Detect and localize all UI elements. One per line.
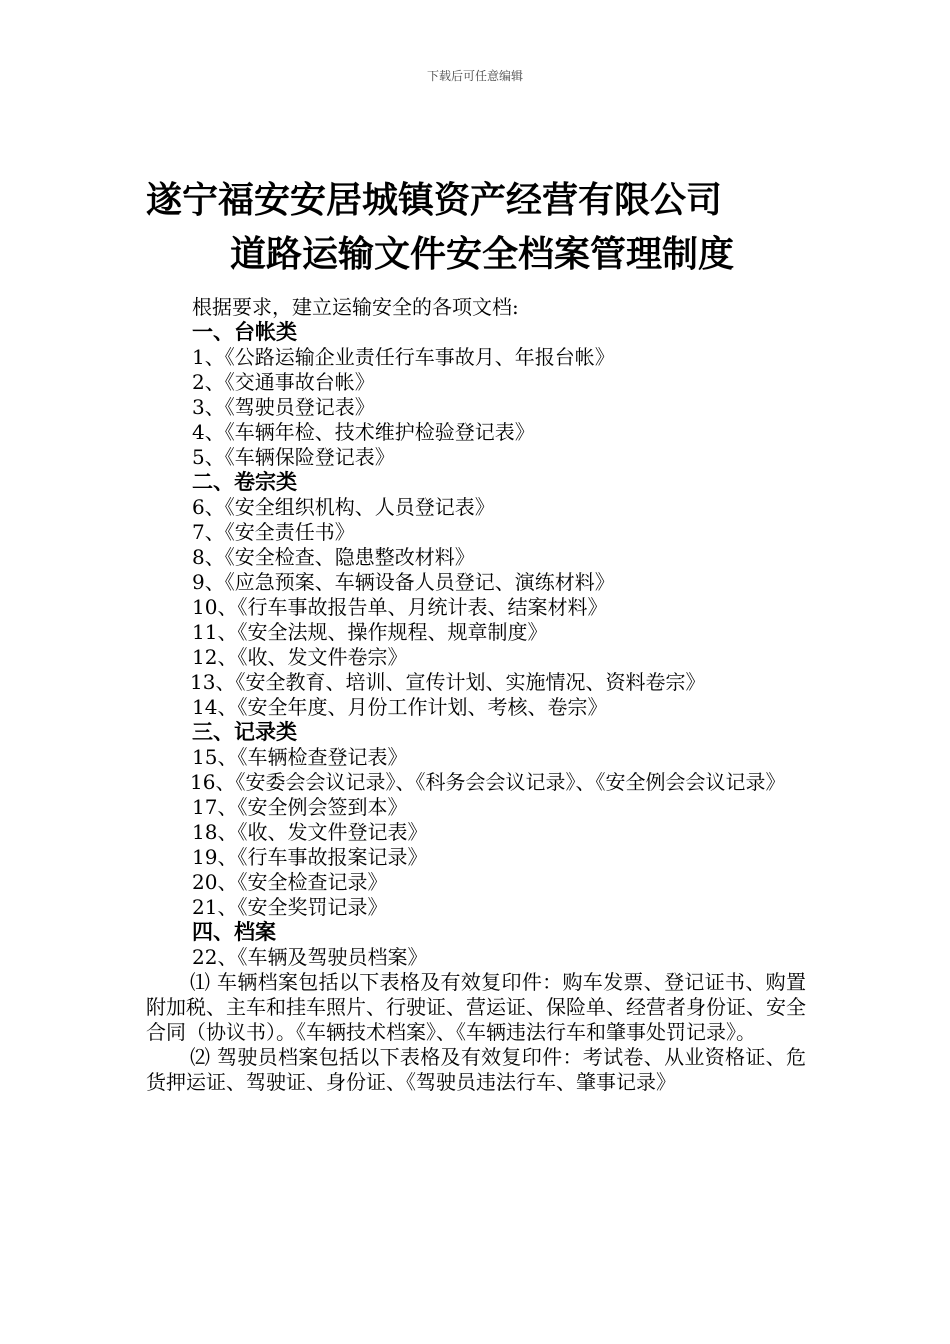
list-item: 22、《车辆及驾驶员档案》 <box>192 945 428 969</box>
list-item: 14、《安全年度、月份工作计划、考核、卷宗》 <box>192 695 608 719</box>
document-title-line1: 遂宁福安安居城镇资产经营有限公司 <box>146 179 723 221</box>
section-heading-dossier: 二、卷宗类 <box>192 470 297 494</box>
vehicle-archive-paragraph: ⑴ 车辆档案包括以下表格及有效复印件：购车发票、登记证书、购置附加税、主车和挂车照片、行驶证、营运证、保险单、经营者身份证、安全合同（协议书）。《车辆技术档案》、《车辆违法行车和肇事处罚记录》。 <box>146 970 806 1044</box>
document-body <box>146 295 806 1095</box>
list-item: 16、《安委会会议记录》、《科务会会议记录》、《安全例会会议记录》 <box>190 770 786 794</box>
list-item: 7、《安全责任书》 <box>192 520 355 544</box>
list-item: 21、《安全奖罚记录》 <box>192 895 388 919</box>
list-item: 12、《收、发文件卷宗》 <box>192 645 408 669</box>
list-item: 15、《车辆检查登记表》 <box>192 745 408 769</box>
list-item: 9、《应急预案、车辆设备人员登记、演练材料》 <box>192 570 615 594</box>
list-item: 2、《交通事故台帐》 <box>192 370 375 394</box>
list-item: 10、《行车事故报告单、月统计表、结案材料》 <box>192 595 608 619</box>
list-item: 6、《安全组织机构、人员登记表》 <box>192 495 495 519</box>
list-item: 5、《车辆保险登记表》 <box>192 445 395 469</box>
section-heading-ledger: 一、台帐类 <box>192 320 297 344</box>
list-item: 19、《行车事故报案记录》 <box>192 845 428 869</box>
section-heading-records: 三、记录类 <box>192 720 297 744</box>
document-title-line2: 道路运输文件安全档案管理制度 <box>230 233 735 275</box>
driver-archive-paragraph: ⑵ 驾驶员档案包括以下表格及有效复印件：考试卷、从业资格证、危货押运证、驾驶证、身份证、《驾驶员违法行车、肇事记录》 <box>146 1045 806 1094</box>
list-item: 17、《安全例会签到本》 <box>192 795 408 819</box>
list-item: 20、《安全检查记录》 <box>192 870 388 894</box>
intro-text: 根据要求，建立运输安全的各项文档: <box>192 295 519 319</box>
list-item: 3、《驾驶员登记表》 <box>192 395 375 419</box>
list-item: 1、《公路运输企业责任行车事故月、年报台帐》 <box>192 345 615 369</box>
page-header-note: 下载后可任意编辑 <box>426 69 523 83</box>
list-item: 8、《安全检查、隐患整改材料》 <box>192 545 475 569</box>
list-item: 18、《收、发文件登记表》 <box>192 820 428 844</box>
list-item: 4、《车辆年检、技术维护检验登记表》 <box>192 420 535 444</box>
section-heading-archives: 四、档案 <box>192 920 276 944</box>
list-item: 11、《安全法规、操作规程、规章制度》 <box>192 620 548 644</box>
list-item: 13、《安全教育、培训、宣传计划、实施情况、资料卷宗》 <box>190 670 706 694</box>
